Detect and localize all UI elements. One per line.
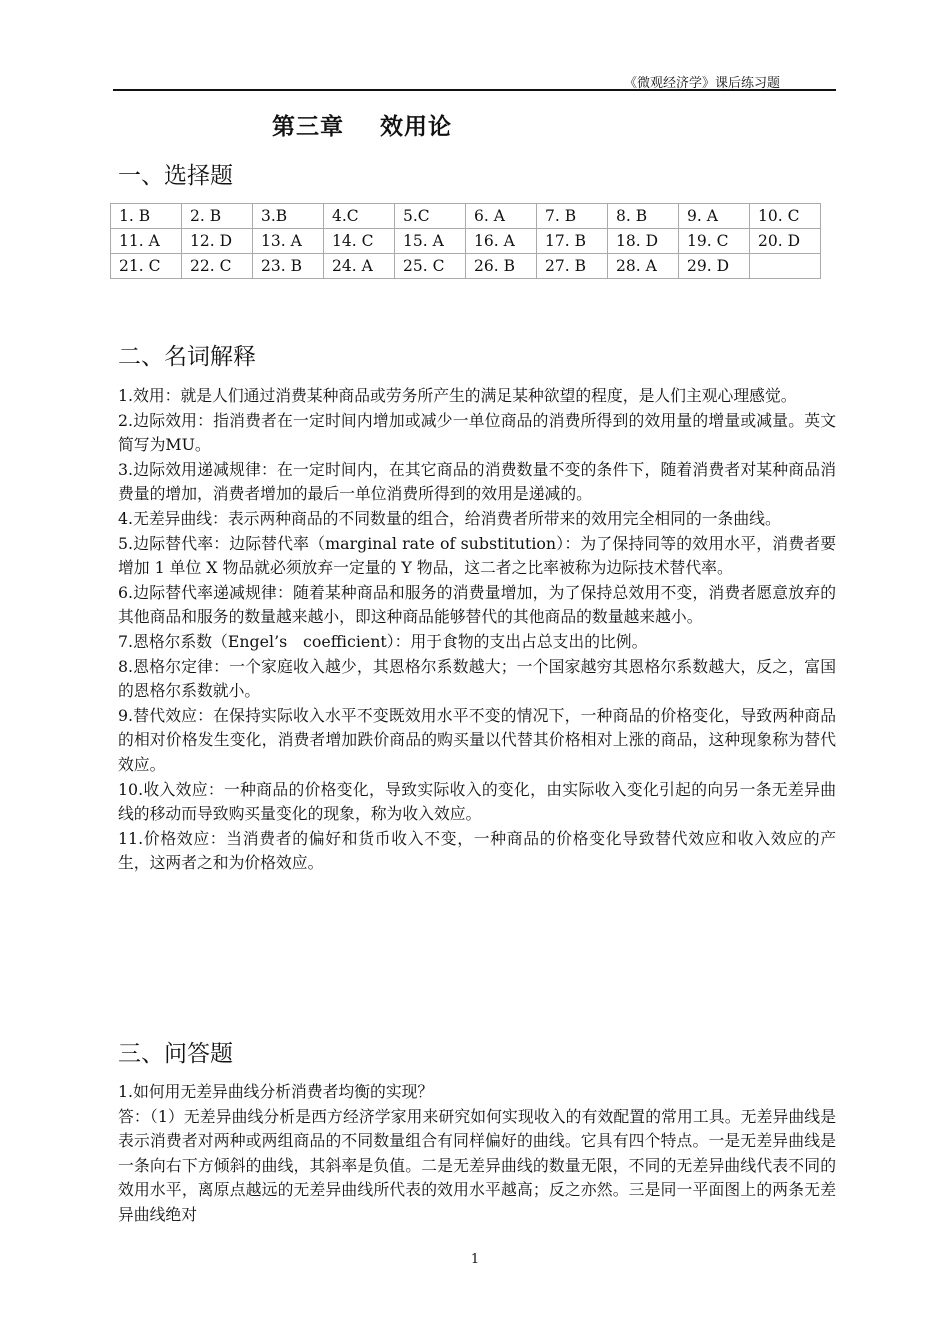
- qa-block: [118, 1080, 836, 1228]
- table-cell: 5.C: [395, 204, 466, 229]
- table-cell: 28. A: [608, 254, 679, 279]
- table-cell: 19. C: [679, 229, 750, 254]
- answer-text: 答：（1）无差异曲线分析是西方经济学家用来研究如何实现收入的有效配置的常用工具。无差异曲线是表示消费者对两种或两组商品的不同数量组合有同样偏好的曲线。它具有四个特点。一是无差异曲线是一条向右下方倾斜的曲线，其斜率是负值。二是无差异曲线的数量无限，不同的无差异曲线代表不同的效用水平，离原点越远的无差异曲线所代表的效用水平越高；反之亦然。三是同一平面图上的两条无差异曲线绝对: [118, 1106, 836, 1224]
- list-item: 6.边际替代率递减规律：随着某种商品和服务的消费量增加，为了保持总效用不变，消费者愿意放弃的其他商品和服务的数量越来越小，即这种商品能够替代的其他商品的数量越来越小。: [118, 582, 836, 627]
- table-cell: 7. B: [537, 204, 608, 229]
- list-item: 11.价格效应：当消费者的偏好和货币收入不变，一种商品的价格变化导致替代效应和收入效应的产生，这两者之和为价格效应。: [118, 828, 836, 873]
- table-cell: 23. B: [253, 254, 324, 279]
- table-cell: [750, 254, 821, 279]
- table-cell: 20. D: [750, 229, 821, 254]
- question-text: 1.如何用无差异曲线分析消费者均衡的实现？: [118, 1082, 434, 1101]
- list-item: 8.恩格尔定律：一个家庭收入越少，其恩格尔系数越大；一个国家越穷其恩格尔系数越大，反之，富国的恩格尔系数就小。: [118, 656, 836, 701]
- chapter-title: 第三章 效用论: [272, 113, 453, 140]
- answer-table: [110, 203, 821, 279]
- section-title-choice: 一、选择题: [118, 163, 233, 189]
- list-item: 9.替代效应：在保持实际收入水平不变既效用水平不变的情况下，一种商品的价格变化，导致两种商品的相对价格发生变化，消费者增加跌价商品的购买量以代替其价格相对上涨的商品，这种现象称为替代效应。: [118, 705, 836, 774]
- table-cell: 25. C: [395, 254, 466, 279]
- section-title-qa: 三、问答题: [118, 1041, 233, 1067]
- header-rule: [113, 89, 836, 91]
- table-cell: 11. A: [111, 229, 182, 254]
- list-item: 7.恩格尔系数（Engel’s coefficient）：用于食物的支出占总支出的比例。: [118, 631, 648, 651]
- table-cell: 14. C: [324, 229, 395, 254]
- table-cell: 22. C: [182, 254, 253, 279]
- table-cell: 9. A: [679, 204, 750, 229]
- table-cell: 4.C: [324, 204, 395, 229]
- page-header-title: 《微观经济学》课后练习题: [623, 76, 780, 91]
- table-cell: 27. B: [537, 254, 608, 279]
- table-row: [111, 254, 821, 279]
- table-cell: 26. B: [466, 254, 537, 279]
- table-cell: 16. A: [466, 229, 537, 254]
- table-cell: 8. B: [608, 204, 679, 229]
- table-cell: 1. B: [111, 204, 182, 229]
- table-cell: 13. A: [253, 229, 324, 254]
- table-cell: 2. B: [182, 204, 253, 229]
- section-title-terms: 二、名词解释: [118, 344, 256, 370]
- table-cell: 6. A: [466, 204, 537, 229]
- table-cell: 15. A: [395, 229, 466, 254]
- table-row: [111, 204, 821, 229]
- table-cell: 29. D: [679, 254, 750, 279]
- table-cell: 12. D: [182, 229, 253, 254]
- list-item: 3.边际效用递减规律：在一定时间内，在其它商品的消费数量不变的条件下，随着消费者对某种商品消费量的增加，消费者增加的最后一单位消费所得到的效用是递减的。: [118, 459, 836, 504]
- list-item: 2.边际效用：指消费者在一定时间内增加或减少一单位商品的消费所得到的效用量的增量或减量。英文简写为MU。: [118, 410, 836, 455]
- terms-list: [118, 384, 836, 876]
- page-number: 1: [470, 1252, 480, 1267]
- table-cell: 18. D: [608, 229, 679, 254]
- list-item: 5.边际替代率：边际替代率（marginal rate of substitution）：为了保持同等的效用水平，消费者要增加 1 单位 X 物品就必须放弃一定量的 Y 物品，这二者之比率被称为边际技术替代率。: [118, 533, 836, 578]
- table-cell: 3.B: [253, 204, 324, 229]
- list-item: 4.无差异曲线：表示两种商品的不同数量的组合，给消费者所带来的效用完全相同的一条曲线。: [118, 508, 781, 528]
- table-cell: 10. C: [750, 204, 821, 229]
- table-cell: 24. A: [324, 254, 395, 279]
- list-item: 10.收入效应：一种商品的价格变化，导致实际收入的变化，由实际收入变化引起的向另一条无差异曲线的移动而导致购买量变化的现象，称为收入效应。: [118, 779, 836, 824]
- table-row: [111, 229, 821, 254]
- list-item: 1.效用：就是人们通过消费某种商品或劳务所产生的满足某种欲望的程度，是人们主观心理感觉。: [118, 386, 797, 405]
- table-cell: 17. B: [537, 229, 608, 254]
- table-cell: 21. C: [111, 254, 182, 279]
